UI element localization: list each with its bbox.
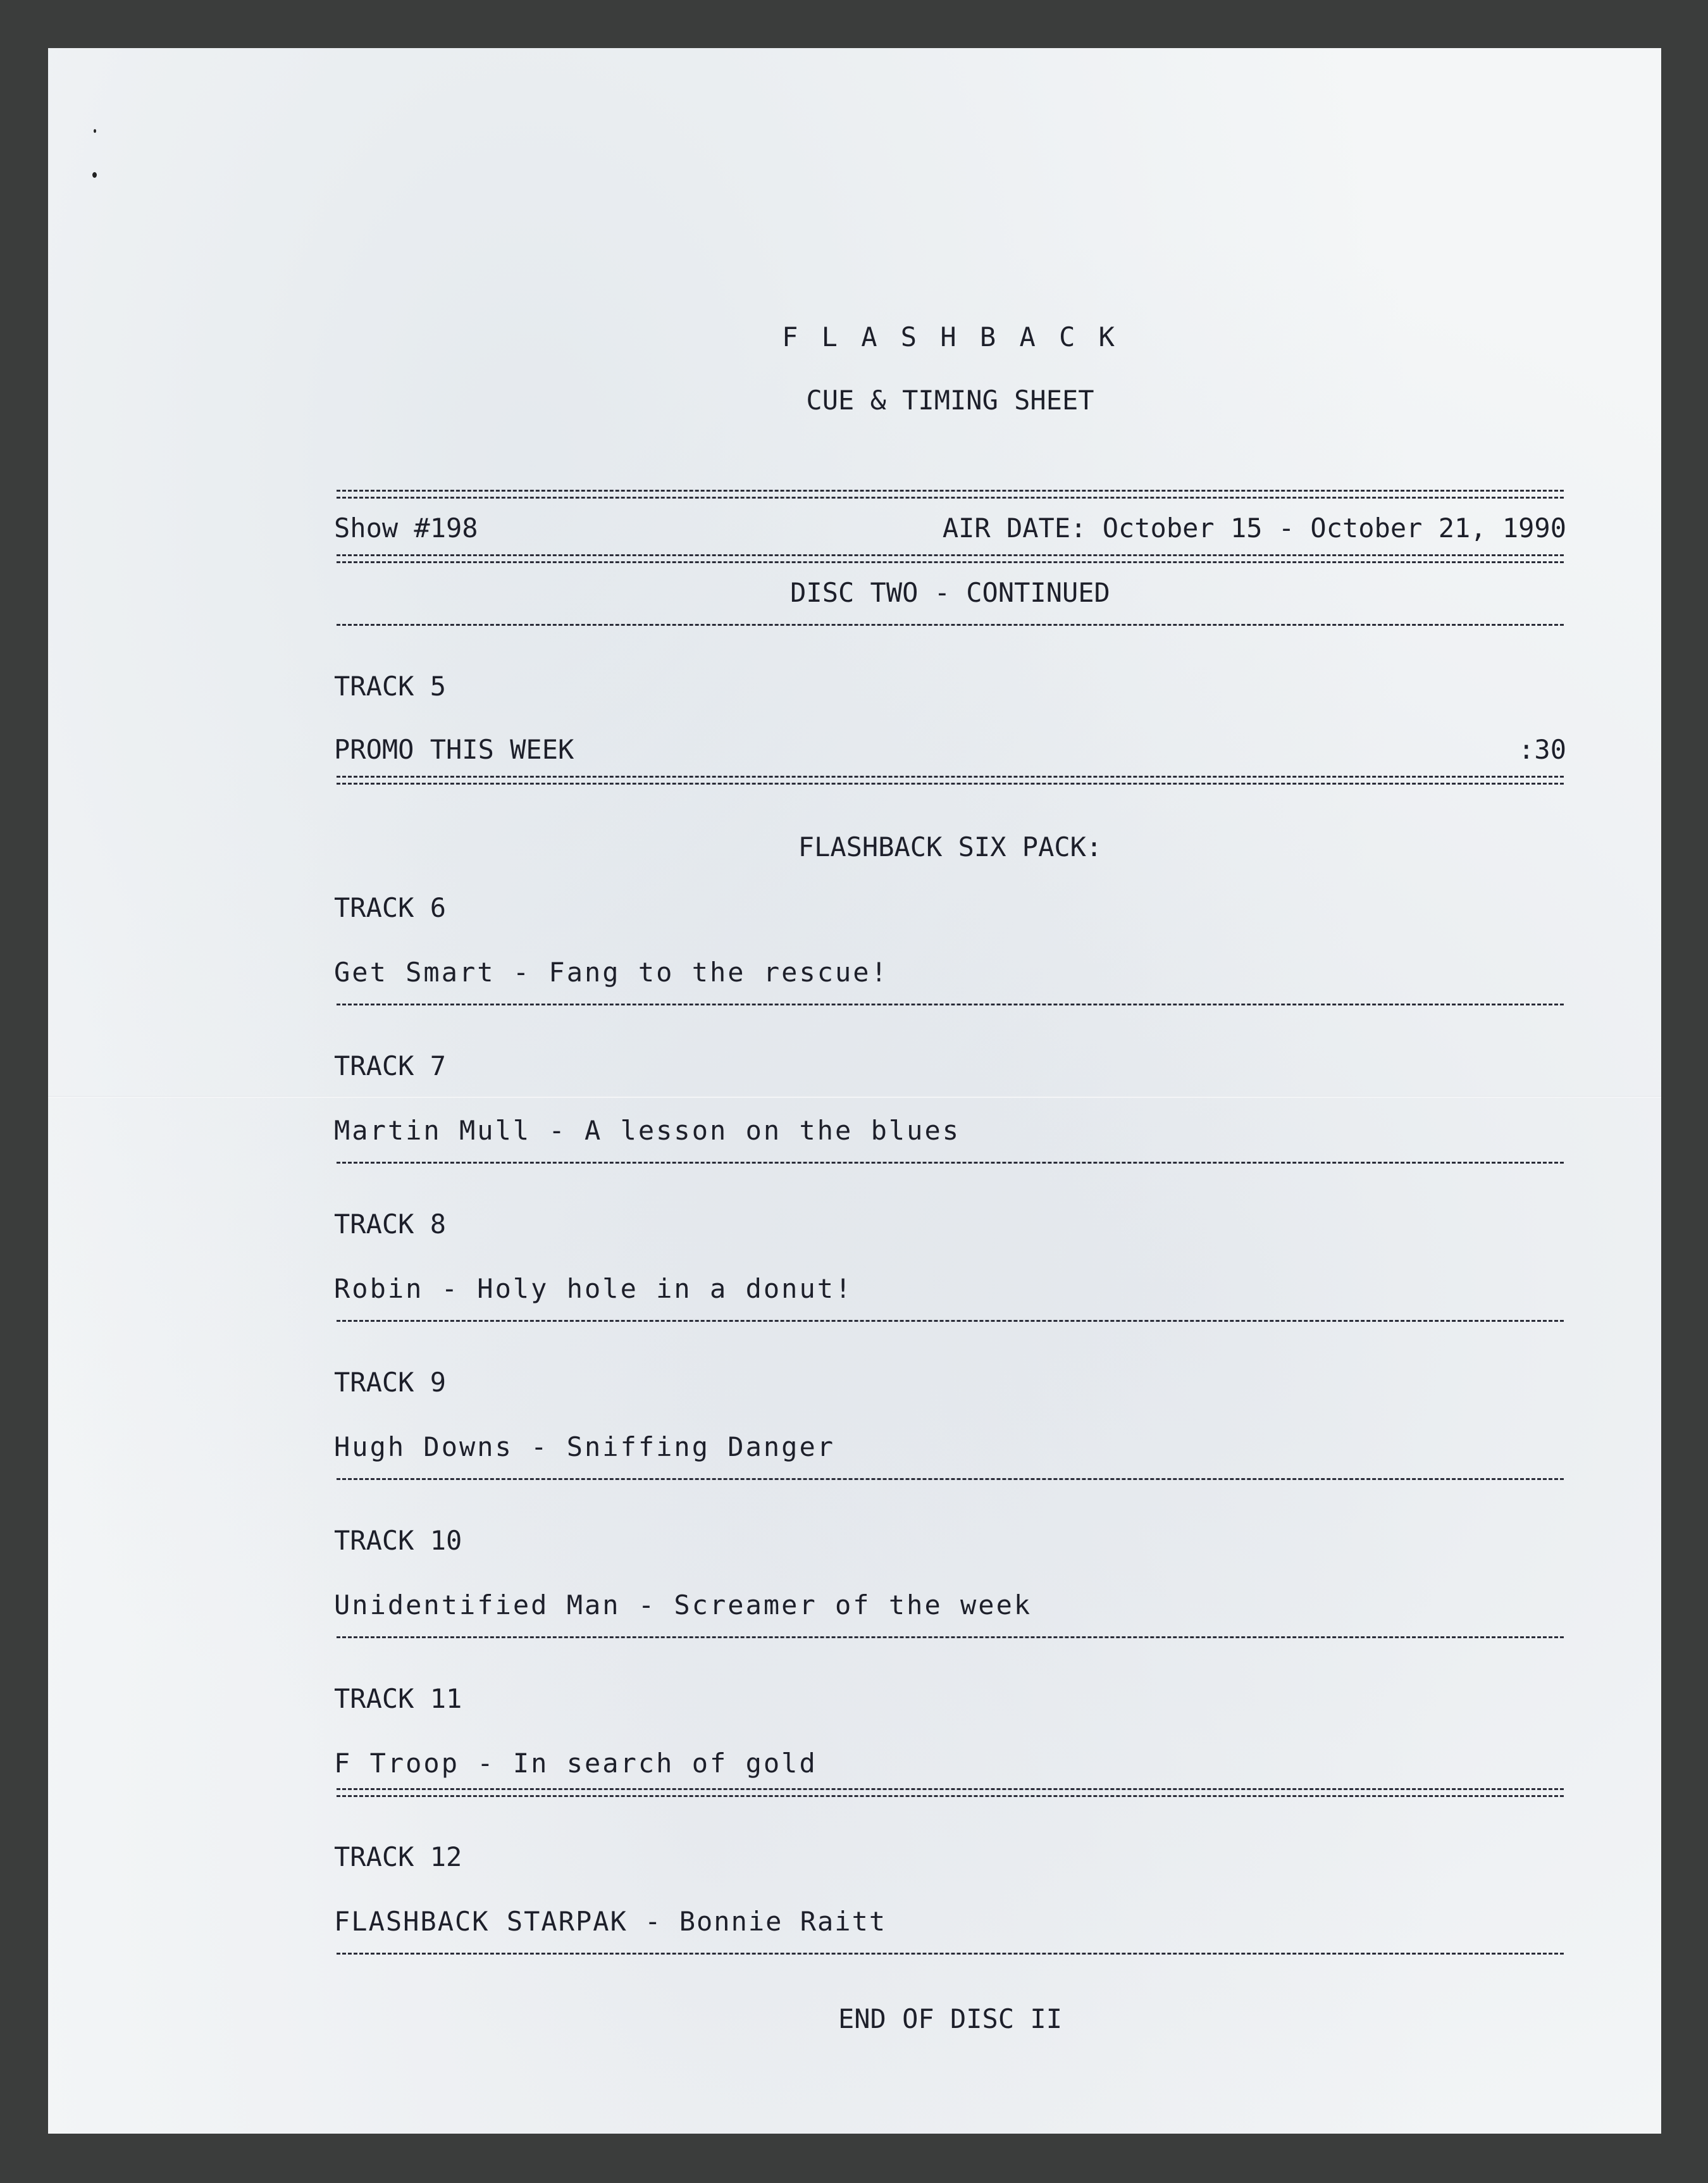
track-number: TRACK 8 — [334, 1209, 447, 1240]
promo-label: PROMO THIS WEEK — [334, 734, 574, 765]
double-rule — [337, 776, 1564, 785]
track-title: Get Smart - Fang to the rescue! — [334, 957, 889, 988]
track-title: F Troop - In search of gold — [334, 1748, 817, 1779]
disc-heading: DISC TWO - CONTINUED — [790, 577, 1110, 608]
track-number: TRACK 12 — [334, 1841, 462, 1872]
cue-sheet-content — [334, 48, 1566, 2134]
end-of-disc: END OF DISC II — [838, 2003, 1062, 2034]
document-subtitle: CUE & TIMING SHEET — [806, 385, 1094, 416]
six-pack-heading: FLASHBACK SIX PACK: — [798, 831, 1103, 862]
paper-speck — [94, 129, 96, 133]
track-number: TRACK 6 — [334, 892, 447, 923]
dashed-rule — [337, 1636, 1564, 1638]
paper-sheet — [48, 48, 1661, 2134]
track-title: Robin - Holy hole in a donut! — [334, 1273, 853, 1304]
track-number: TRACK 7 — [334, 1050, 447, 1081]
dashed-rule — [337, 1004, 1564, 1005]
promo-time: :30 — [1518, 734, 1566, 765]
show-number: Show #198 — [334, 513, 478, 544]
air-date: AIR DATE: October 15 - October 21, 1990 — [942, 513, 1566, 544]
track-title: Martin Mull - A lesson on the blues — [334, 1115, 961, 1146]
track-number: TRACK 9 — [334, 1367, 447, 1398]
double-rule — [337, 1788, 1564, 1797]
track-title: Unidentified Man - Screamer of the week — [334, 1589, 1032, 1620]
show-info-row — [334, 513, 1566, 544]
double-rule — [337, 490, 1564, 499]
paper-speck — [92, 172, 97, 178]
track-number: TRACK 10 — [334, 1525, 462, 1556]
track-title: Hugh Downs - Sniffing Danger — [334, 1431, 836, 1462]
dashed-rule — [337, 1320, 1564, 1322]
dashed-rule — [337, 1478, 1564, 1480]
promo-row — [334, 734, 1566, 766]
starpak-title: FLASHBACK STARPAK - Bonnie Raitt — [334, 1906, 887, 1937]
track-number: TRACK 11 — [334, 1683, 462, 1714]
dashed-rule — [337, 624, 1564, 626]
document-title: F L A S H B A C K — [782, 321, 1118, 352]
track-number: TRACK 5 — [334, 671, 447, 702]
dashed-rule — [337, 1953, 1564, 1955]
dashed-rule — [337, 1162, 1564, 1164]
double-rule — [337, 554, 1564, 563]
